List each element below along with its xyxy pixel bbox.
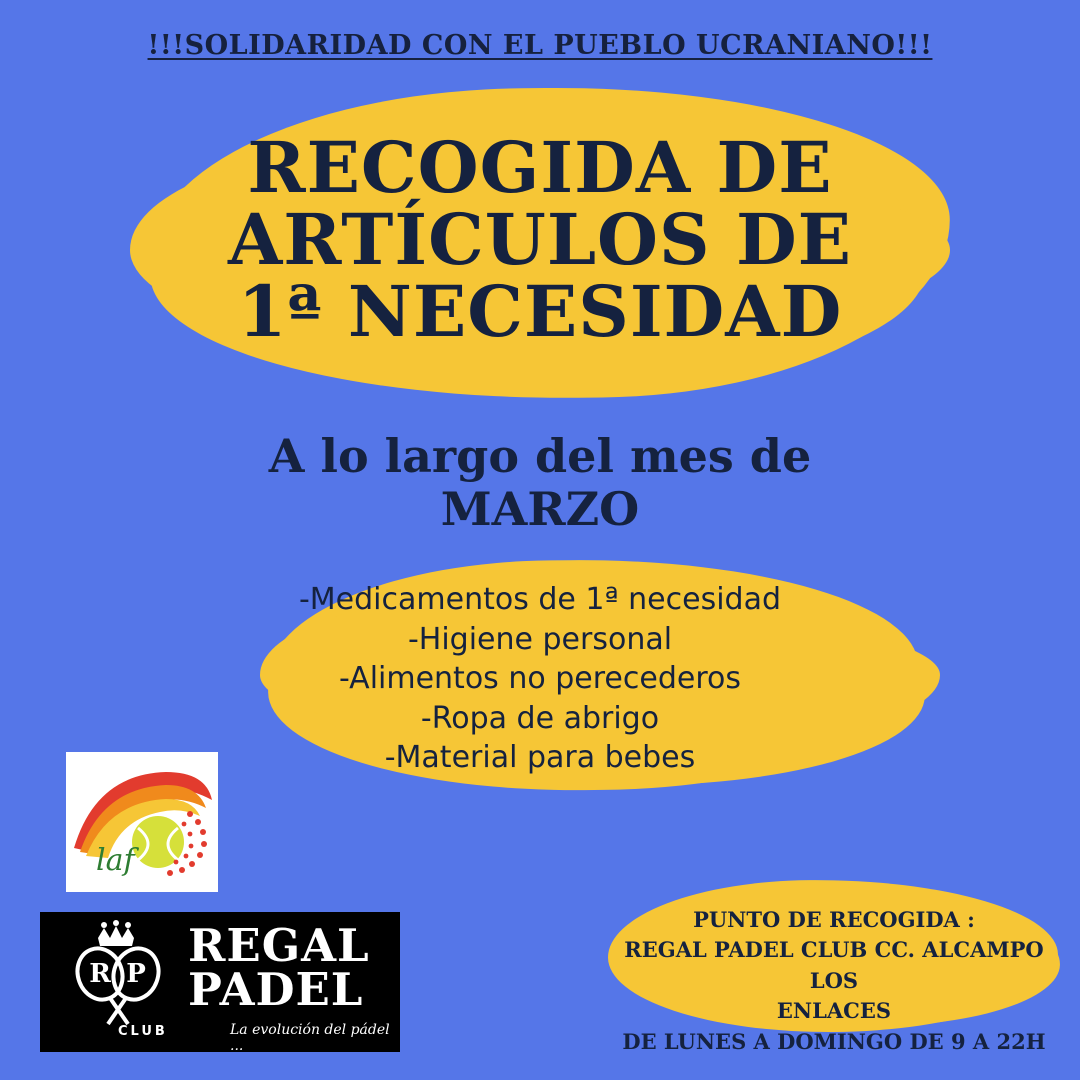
regal-padel-logo — [40, 912, 400, 1052]
subtitle-line-1: A lo largo del mes de — [268, 429, 812, 483]
pickup-line-3: ENLACES — [776, 998, 892, 1024]
title-line-3: 1ª NECESIDAD — [237, 270, 843, 354]
racket-letter-r: R — [89, 959, 111, 989]
list-item: -Alimentos no perecederos — [339, 661, 741, 697]
subtitle — [0, 430, 1080, 536]
pickup-line-2: REGAL PADEL CLUB CC. ALCAMPO LOS — [624, 937, 1044, 993]
regal-padel-wordmark — [188, 919, 370, 1017]
title-line-2: ARTÍCULOS DE — [227, 198, 853, 282]
solidarity-banner: !!!SOLIDARIDAD CON EL PUEBLO UCRANIANO!!! — [147, 30, 933, 61]
list-item: -Higiene personal — [407, 621, 673, 657]
laf-logo-caption: laf — [96, 843, 135, 878]
pickup-line-1: PUNTO DE RECOGIDA : — [693, 907, 975, 932]
list-item: -Material para bebes — [384, 740, 696, 776]
regal-club-word: CLUB — [118, 1024, 168, 1039]
racket-letter-p: P — [126, 959, 146, 989]
pickup-point-info — [608, 905, 1060, 1057]
donation-items-list — [0, 580, 1080, 778]
subtitle-line-2: MARZO — [440, 481, 640, 536]
regal-tagline: La evolución del pádel ... — [230, 1022, 390, 1052]
laf-logo-graphic — [66, 752, 218, 892]
regal-word: REGAL — [188, 919, 370, 972]
list-item: -Medicamentos de 1ª necesidad — [298, 582, 782, 617]
title-line-1: RECOGIDA DE — [247, 126, 833, 209]
page-title — [0, 126, 1080, 354]
list-item: -Ropa de abrigo — [420, 700, 660, 736]
laf-logo — [66, 752, 218, 892]
pickup-line-4: DE LUNES A DOMINGO DE 9 A 22H — [622, 1028, 1046, 1054]
padel-word: PADEL — [188, 963, 364, 1017]
